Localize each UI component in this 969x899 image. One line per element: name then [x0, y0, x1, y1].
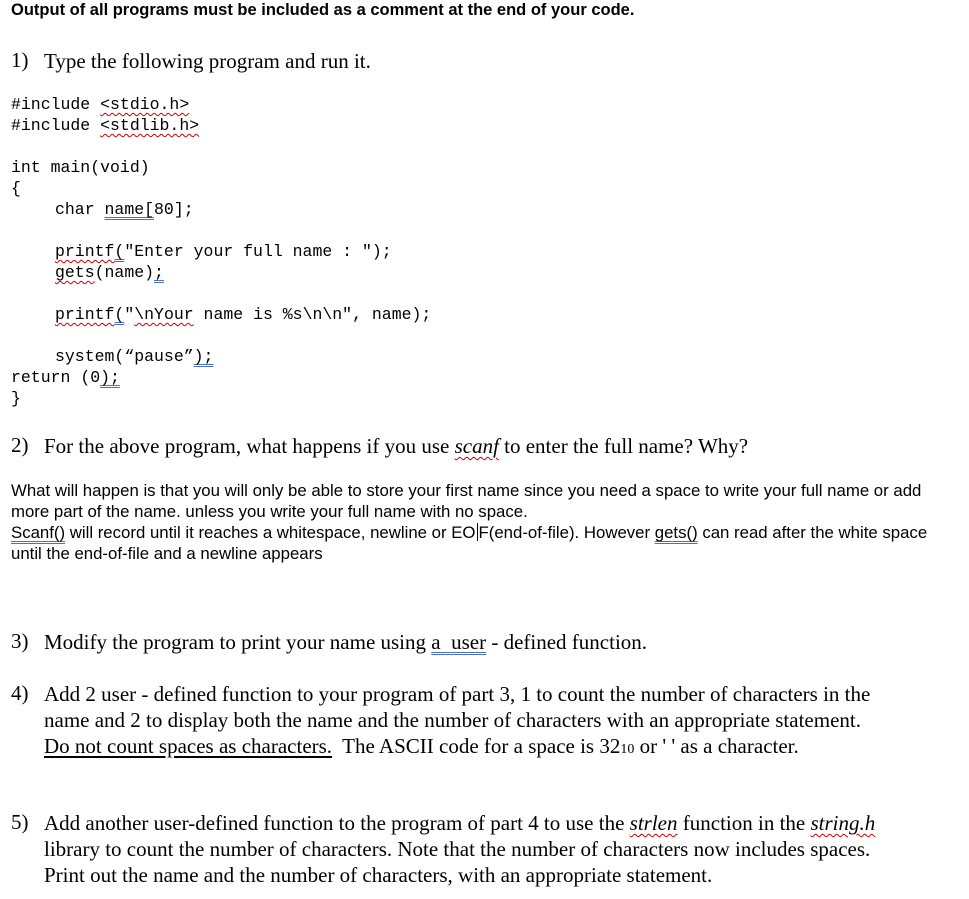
question-number: 3): [11, 629, 29, 653]
page-heading: Output of all programs must be included as a comment at the end of your code.: [11, 1, 635, 19]
code-line: {: [11, 179, 21, 198]
answer-paragraph: What will happen is that you will only be able to store your first name since you need a space to write your full name or add more part of the name. unless you write your full name with no space.: [11, 481, 922, 521]
question-number: 1): [11, 48, 29, 72]
question-text: Type the following program and run it.: [44, 49, 371, 73]
code-line: printf("Enter your full name : ");: [55, 242, 392, 261]
code-line: #include <stdlib.h>: [11, 116, 200, 135]
question-number: 2): [11, 433, 29, 457]
code-line: #include <stdio.h>: [11, 95, 190, 114]
code-line: int main(void): [11, 158, 150, 177]
code-line: char name[80];: [55, 200, 194, 219]
code-line: gets(name);: [55, 263, 164, 282]
question-number: 4): [11, 681, 29, 705]
question-text: Modify the program to print your name using a user - defined function.: [44, 630, 648, 654]
question-text: Add 2 user - defined function to your program of part 3, 1 to count the number of characters in the name and 2 to display both the name and the number of characters with an appropriate statement. Do not count spaces as characters. The ASCII code for a space is 3210 or ' ' as a character.: [44, 682, 871, 758]
code-line: printf("\nYour name is %s\n\n", name);: [55, 305, 432, 324]
code-line: return (0);: [11, 368, 120, 387]
text-cursor: [477, 523, 478, 541]
answer-text: [11, 480, 941, 564]
code-line: system(“pause”);: [55, 347, 214, 366]
question-number: 5): [11, 810, 29, 834]
question-text: Add another user-defined function to the program of part 4 to use the strlen function in the string.h library to count the number of characters. Note that the number of characters now includes spaces. Print out the name and the number of characters, with an appropriate statement.: [44, 811, 876, 887]
question-text: For the above program, what happens if you use scanf to enter the full name? Why?: [44, 434, 749, 458]
code-line: }: [11, 389, 21, 408]
answer-paragraph: Scanf() will record until it reaches a whitespace, newline or EO F(end-of-file). However gets() can read after the white space until the end-of-file and a newline appears: [11, 523, 928, 563]
